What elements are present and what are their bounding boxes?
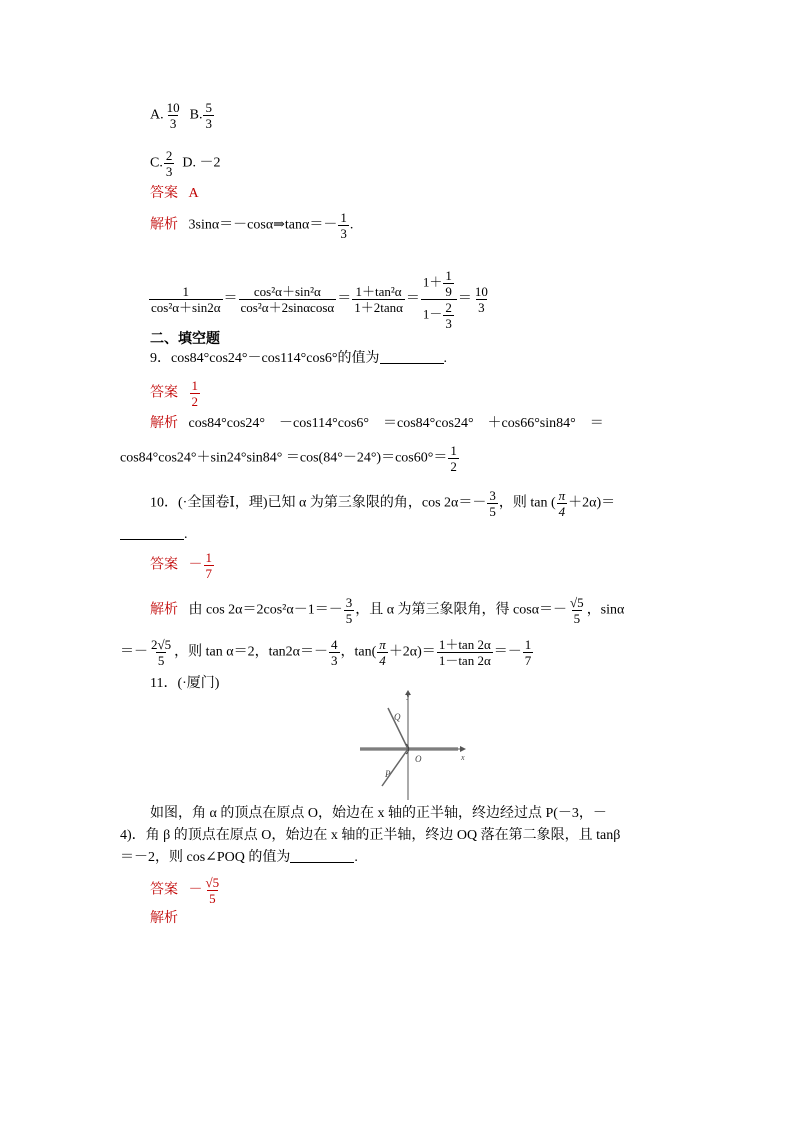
q11-analysis-label: 解析: [150, 911, 178, 926]
eq-fraction-4: 1＋ $\frac{1}{9}$ 1－ $\frac{2}{3}$: [421, 268, 457, 331]
answer-label: 答案: [150, 385, 178, 401]
label-y: y: [406, 691, 410, 700]
label-x: x: [461, 753, 465, 762]
eq-fraction-3: $\frac{\text{1＋tan²α}}{1+2\tan\alpha}$: [354, 284, 403, 315]
q11-figure: [360, 690, 475, 802]
eq-fraction-2: $\frac{\text{cos²α＋sin²α}}{\text{cos²α＋2sinαcosα}}$: [240, 284, 335, 315]
q8-analysis: 解析 3sinα＝－cosα⇒tanα＝－ $\frac{1}{3}$ .: [150, 210, 354, 241]
option-c: [150, 148, 220, 179]
eq-fraction-5: $\frac{10}{3}$: [474, 284, 488, 315]
q10-answer-blank: [120, 539, 184, 540]
q9-analysis-line1: [150, 415, 604, 433]
option-d-label: D. －2: [182, 155, 221, 171]
q10-question: 10．(·全国卷Ⅰ，理)已知 α 为第三象限的角，cos 2α＝－ $\frac{3}{5}$ ，则 tan ( $\frac{\pi}{4}$ ＋2α)＝: [150, 488, 616, 519]
label-q: Q: [394, 712, 401, 722]
q8-answer: [150, 185, 199, 203]
analysis-text: 3sinα＝－cosα⇒tanα＝－: [188, 217, 338, 233]
q11-text-line1: 如图，角 α 的顶点在原点 O，始边在 x 轴的正半轴，终边经过点 P(－3，－: [150, 806, 607, 821]
q9-answer: [150, 378, 201, 409]
q11-answer-blank: [290, 862, 354, 863]
q9-question: 9．cos84°cos24°－cos114°cos6°的值为 .: [150, 351, 448, 366]
option-c-label: C.: [150, 155, 163, 171]
ray-op: [382, 749, 408, 786]
option-a: [150, 100, 215, 131]
option-c-fraction: $\frac{2}{3}$: [165, 148, 173, 179]
option-a-label: A.: [150, 107, 164, 123]
analysis-text: cos84°cos24° －cos114°cos6° ＝cos84°cos24° ＋cos66°sin84° ＝: [188, 416, 604, 431]
answer-value: A: [188, 186, 199, 201]
option-b-label: B.: [189, 107, 203, 123]
x-axis-arrow: [460, 746, 466, 752]
label-o: O: [415, 754, 422, 764]
eq-fraction-1: $\frac{1}{\text{cos²α＋sin2α}}$: [151, 284, 221, 315]
q11-answer-fraction: $\frac{√5}{5}$: [205, 875, 220, 906]
option-a-fraction: $\frac{10}{3}$: [166, 100, 180, 131]
q8-equation: $\frac{1}{\text{cos²α＋sin2α}}$ ＝ $\frac{\text{cos²α＋sin²α}}{\text{cos²α＋2sinαcosα}}$ ＝ $\frac{\text{1＋tan²α}}{1+2\tan\alpha}$ ＝ 1＋ $\frac{1}{9}$ 1－ $\frac{2}{3}$ ＝ $\frac{10}{3}$: [151, 268, 488, 331]
q9-answer-fraction: $\frac{1}{2}$: [191, 378, 198, 409]
q11-question-head: 11．(·厦门): [150, 676, 220, 691]
q11-text-line3: ＝－2，则 cos∠POQ 的值为 .: [120, 850, 358, 865]
q10-answer-fraction: $\frac{1}{7}$: [205, 550, 212, 581]
analysis-fraction: $\frac{1}{3}$: [340, 210, 347, 241]
option-b-fraction: $\frac{5}{3}$: [205, 100, 212, 131]
label-p: P: [385, 769, 391, 779]
analysis-label: 解析: [150, 416, 178, 431]
answer-label: 答案: [150, 186, 178, 201]
analysis-text: cos84°cos24°＋sin24°sin84° ＝cos(84°－24°)＝cos60°＝: [120, 450, 448, 466]
answer-label: 答案: [150, 557, 178, 573]
q10-text: 10．(·全国卷Ⅰ，理)已知 α 为第三象限的角，cos 2α＝－: [150, 495, 487, 511]
q9-answer-blank: [380, 363, 444, 364]
q11-text-line2: 4)．角 β 的顶点在原点 O，始边在 x 轴的正半轴，终边 OQ 落在第二象限，且 tanβ: [120, 828, 621, 843]
answer-label: 答案: [150, 882, 178, 898]
q9-text: 9．cos84°cos24°－cos114°cos6°的值为: [150, 351, 380, 366]
analysis-label: 解析: [150, 602, 178, 618]
q10-answer: 答案 － $\frac{1}{7}$: [150, 550, 212, 581]
q11-answer: 答案 － $\frac{√5}{5}$: [150, 875, 220, 906]
q10-analysis-line1: 解析 由 cos 2α＝2cos²α－1＝－ $\frac{3}{5}$ ，且 α 为第三象限角，得 cosα＝－ $\frac{√5}{5}$ ，sinα: [150, 595, 625, 626]
section-title: 二、填空题: [150, 331, 220, 347]
analysis-label: 解析: [150, 217, 178, 233]
q9-analysis-line2: [120, 443, 460, 474]
analysis-fraction: $\frac{1}{2}$: [450, 443, 457, 474]
q10-answer-blank-line: .: [120, 526, 188, 544]
q10-analysis-line2: ＝－ $\frac{2√5}{5}$ ，则 tan α＝2，tan2α＝－ $\frac{4}{3}$ ，tan( $\frac{\pi}{4}$ ＋2α)＝ $\frac{1+\tan 2\alpha}{1-\tan 2\alpha}$ ＝－ $\frac{1}{7}$: [120, 637, 532, 668]
